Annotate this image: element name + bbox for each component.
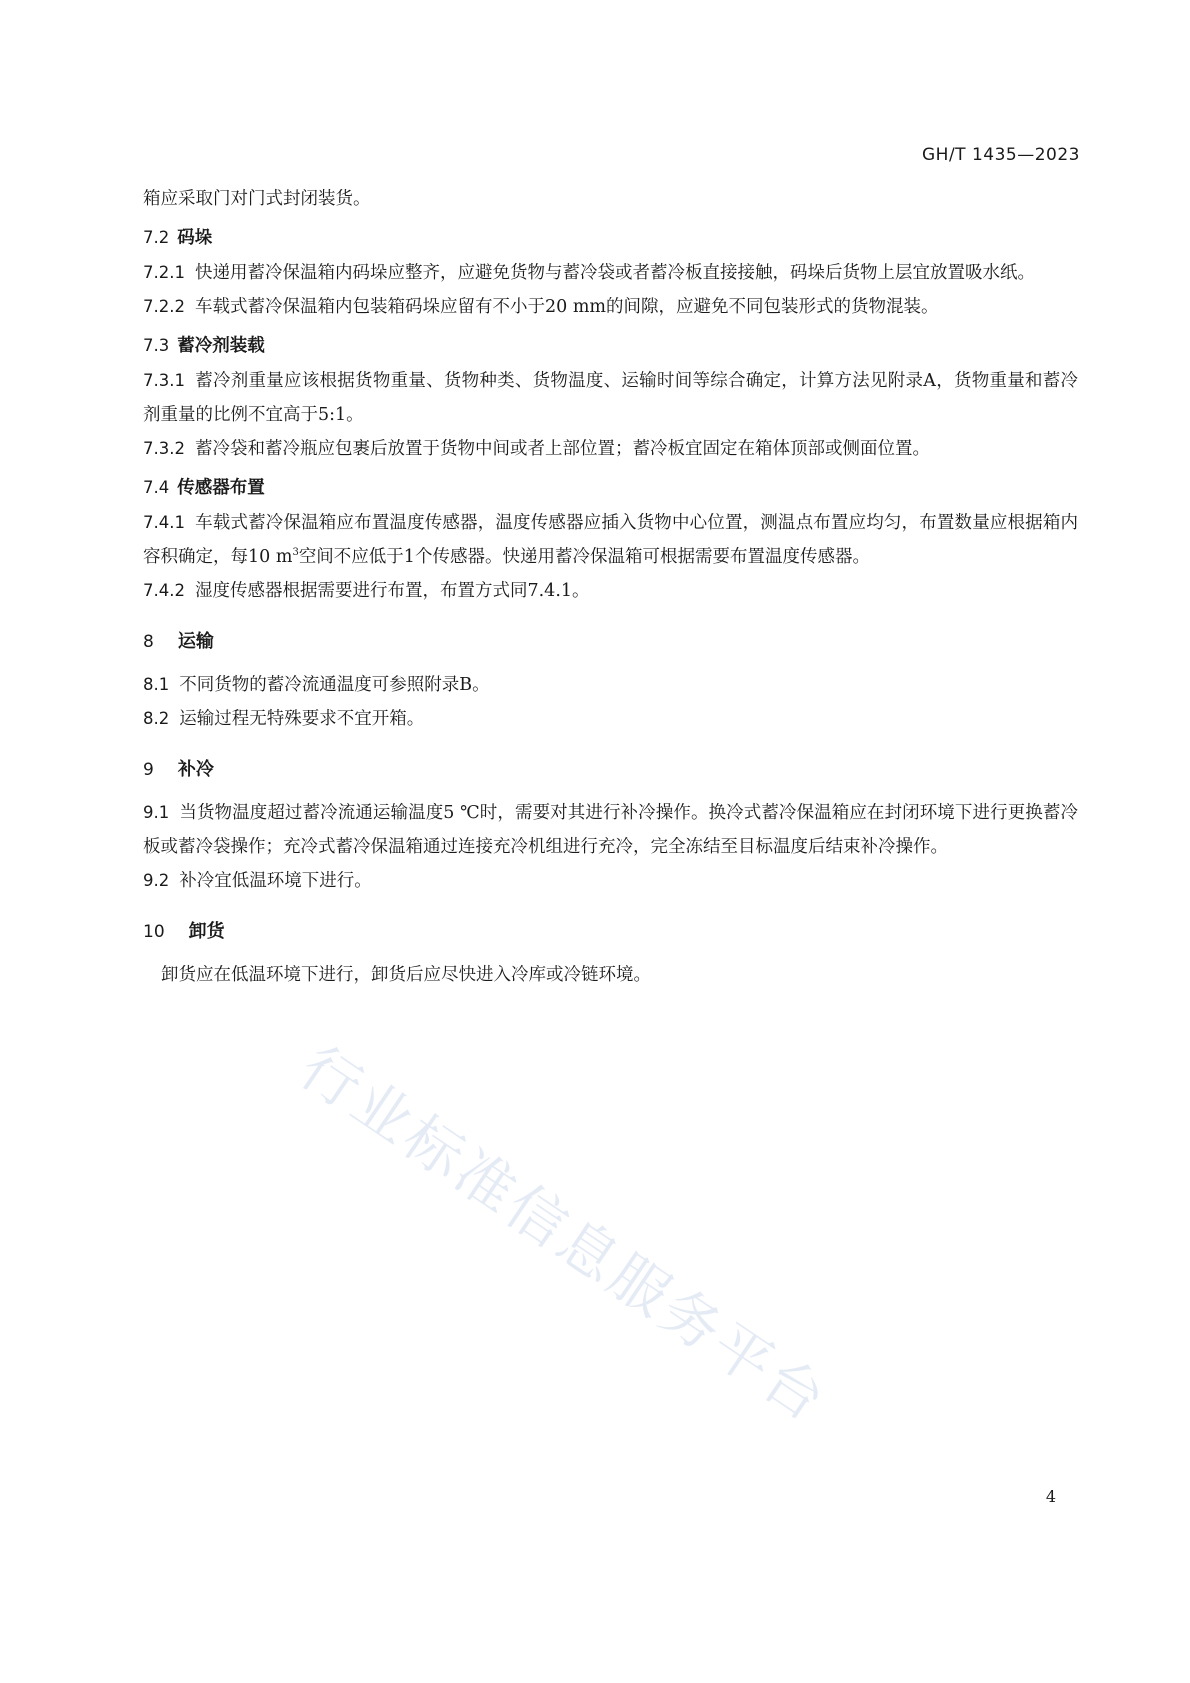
paragraph: 箱应采取门对门式封闭装货。 [143,189,371,209]
chapter-heading-9: 9 补冷 [143,759,214,780]
document-body [143,182,1078,992]
clause-7-3-2: 7.3.2 蓄冷袋和蓄冷瓶应包裹后放置于货物中间或者上部位置；蓄冷板宜固定在箱体顶部或侧面位置。 [143,439,930,459]
clause-7-2-2: 7.2.2 车载式蓄冷保温箱内包装箱码垛应留有不小于20 mm的间隙，应避免不同包装形式的货物混装。 [143,297,939,317]
chapter-heading-8: 8 运输 [143,631,214,652]
clause-9-2: 9.2 补冷宜低温环境下进行。 [143,871,372,891]
clause-7-4-2: 7.4.2 湿度传感器根据需要进行布置，布置方式同7.4.1。 [143,581,590,601]
section-heading-7-4: 7.4 传感器布置 [143,478,265,498]
clause-7-4-1: 7.4.1 车载式蓄冷保温箱应布置温度传感器，温度传感器应插入货物中心位置，测温点布置应均匀，布置数量应根据箱内容积确定，每10 $m^3$空间不应低于1个传感器。快递用蓄冷保温箱可根据需要布置温度传感器。 [143,513,1078,567]
clause-9-1: 9.1 当货物温度超过蓄冷流通运输温度5 ℃时，需要对其进行补冷操作。换冷式蓄冷保温箱应在封闭环境下进行更换蓄冷板或蓄冷袋操作；充冷式蓄冷保温箱通过连接充冷机组进行充冷，完全冻结至目标温度后结束补冷操作。 [143,803,1078,857]
chapter-10-text: 卸货应在低温环境下进行，卸货后应尽快进入冷库或冷链环境。 [161,965,651,985]
page-number: 4 [1045,1487,1056,1506]
clause-8-2: 8.2 运输过程无特殊要求不宜开箱。 [143,709,425,729]
section-heading-7-3: 7.3 蓄冷剂装载 [143,336,265,356]
clause-7-2-1: 7.2.1 快递用蓄冷保温箱内码垛应整齐，应避免货物与蓄冷袋或者蓄冷板直接接触，码垛后货物上层宜放置吸水纸。 [143,263,1035,283]
watermark: 行业标准信息服务平台 [288,1032,841,1437]
chapter-heading-10: 10 卸货 [143,921,225,942]
section-heading-7-2: 7.2 码垛 [143,228,213,248]
clause-8-1: 8.1 不同货物的蓄冷流通温度可参照附录B。 [143,675,490,695]
clause-7-3-1: 7.3.1 蓄冷剂重量应该根据货物重量、货物种类、货物温度、运输时间等综合确定，计算方法见附录A，货物重量和蓄冷剂重量的比例不宜高于5:1。 [143,371,1078,425]
standard-code: GH/T 1435—2023 [922,145,1080,165]
